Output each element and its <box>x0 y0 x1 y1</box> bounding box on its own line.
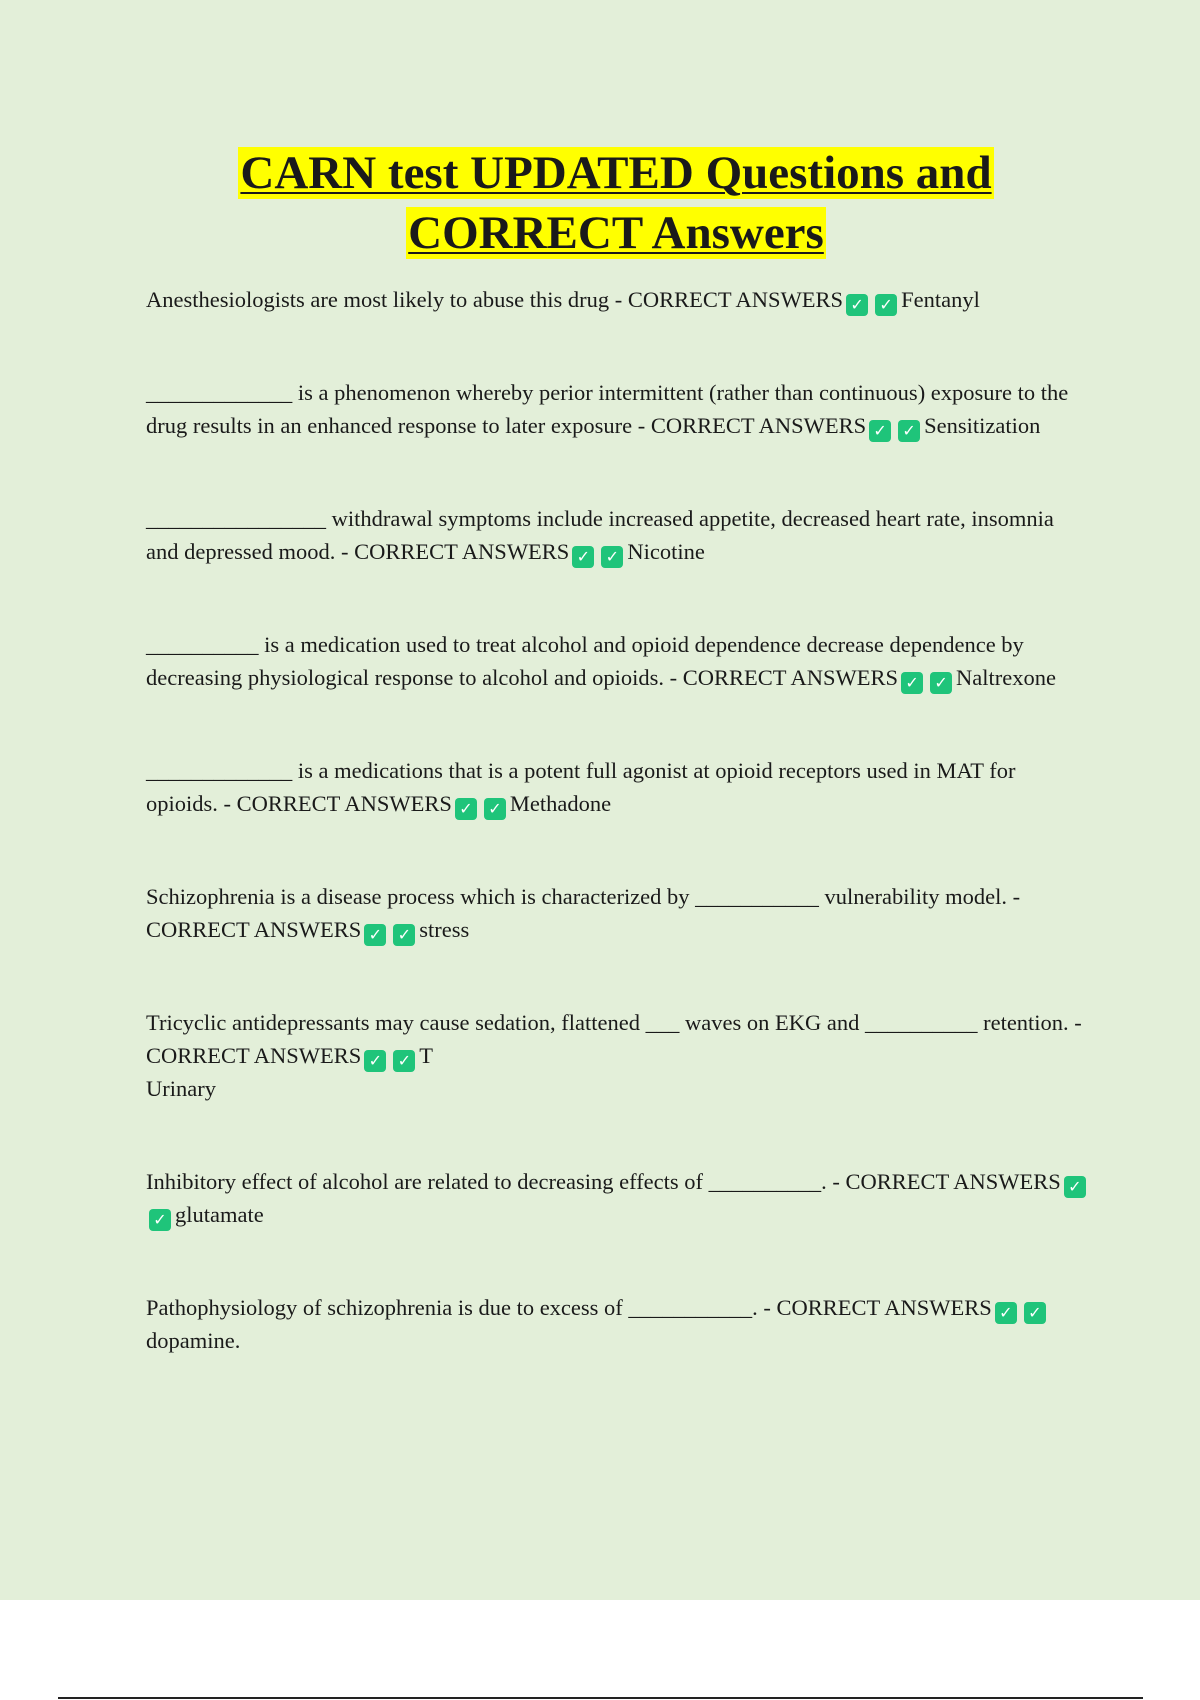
answer-text: Nicotine <box>627 539 705 564</box>
title-line-2: CORRECT Answers <box>408 207 824 259</box>
check-icon: ✓ <box>149 1209 171 1231</box>
question-text: Pathophysiology of schizophrenia is due to excess of ___________. - CORRECT ANSWERS <box>146 1295 992 1320</box>
question-text: __________ is a medication used to treat alcohol and opioid dependence decrease dependence by decreasing physiological response to alcohol and opioids. - CORRECT ANSWERS <box>146 632 1024 690</box>
check-icon: ✓ <box>484 798 506 820</box>
question-text: Schizophrenia is a disease process which is characterized by ___________ vulnerability model. - CORRECT ANSWERS <box>146 884 1021 942</box>
qa-item <box>146 1006 1091 1105</box>
qa-item <box>146 376 1091 442</box>
question-text: Tricyclic antidepressants may cause sedation, flattened ___ waves on EKG and __________ retention. - CORRECT ANSWERS <box>146 1010 1082 1068</box>
answer-text: dopamine. <box>146 1328 241 1353</box>
check-icon: ✓ <box>601 546 623 568</box>
answer-extra-line: Urinary <box>146 1076 216 1101</box>
question-text: Inhibitory effect of alcohol are related to decreasing effects of __________. - CORRECT ANSWERS <box>146 1169 1061 1194</box>
question-text: Anesthesiologists are most likely to abuse this drug - CORRECT ANSWERS <box>146 287 844 312</box>
check-icon: ✓ <box>1024 1302 1046 1324</box>
question-text: _____________ is a medications that is a potent full agonist at opioid receptors used in MAT for opioids. - CORRECT ANSWERS <box>146 758 1016 816</box>
check-icon: ✓ <box>572 546 594 568</box>
qa-item <box>146 1165 1091 1231</box>
answer-text: T <box>419 1043 434 1068</box>
answer-text: Sensitization <box>924 413 1041 438</box>
check-icon: ✓ <box>455 798 477 820</box>
check-icon: ✓ <box>901 672 923 694</box>
question-text: _____________ is a phenomenon whereby perior intermittent (rather than continuous) exposure to the drug results in an enhanced response to later exposure - CORRECT ANSWERS <box>146 380 1069 438</box>
document-title <box>120 143 1112 263</box>
check-icon: ✓ <box>393 1050 415 1072</box>
check-icon: ✓ <box>898 420 920 442</box>
check-icon: ✓ <box>995 1302 1017 1324</box>
check-icon: ✓ <box>393 924 415 946</box>
qa-item <box>146 880 1091 946</box>
check-icon: ✓ <box>846 294 868 316</box>
bottom-divider <box>58 1697 1143 1699</box>
check-icon: ✓ <box>875 294 897 316</box>
title-line-1: CARN test UPDATED Questions and <box>240 147 992 199</box>
answer-text: stress <box>419 917 470 942</box>
qa-list <box>146 283 1091 1417</box>
check-icon: ✓ <box>869 420 891 442</box>
check-icon: ✓ <box>364 1050 386 1072</box>
answer-text: Methadone <box>509 791 612 816</box>
answer-text: glutamate <box>175 1202 264 1227</box>
qa-item <box>146 283 1091 316</box>
qa-item <box>146 502 1091 568</box>
check-icon: ✓ <box>1064 1176 1086 1198</box>
qa-item <box>146 754 1091 820</box>
question-text: ________________ withdrawal symptoms include increased appetite, decreased heart rate, insomnia and depressed mood. - CORRECT ANSWERS <box>146 506 1054 564</box>
qa-item <box>146 1291 1091 1357</box>
answer-text: Naltrexone <box>956 665 1056 690</box>
answer-text: Fentanyl <box>901 287 980 312</box>
check-icon: ✓ <box>364 924 386 946</box>
qa-item <box>146 628 1091 694</box>
check-icon: ✓ <box>930 672 952 694</box>
